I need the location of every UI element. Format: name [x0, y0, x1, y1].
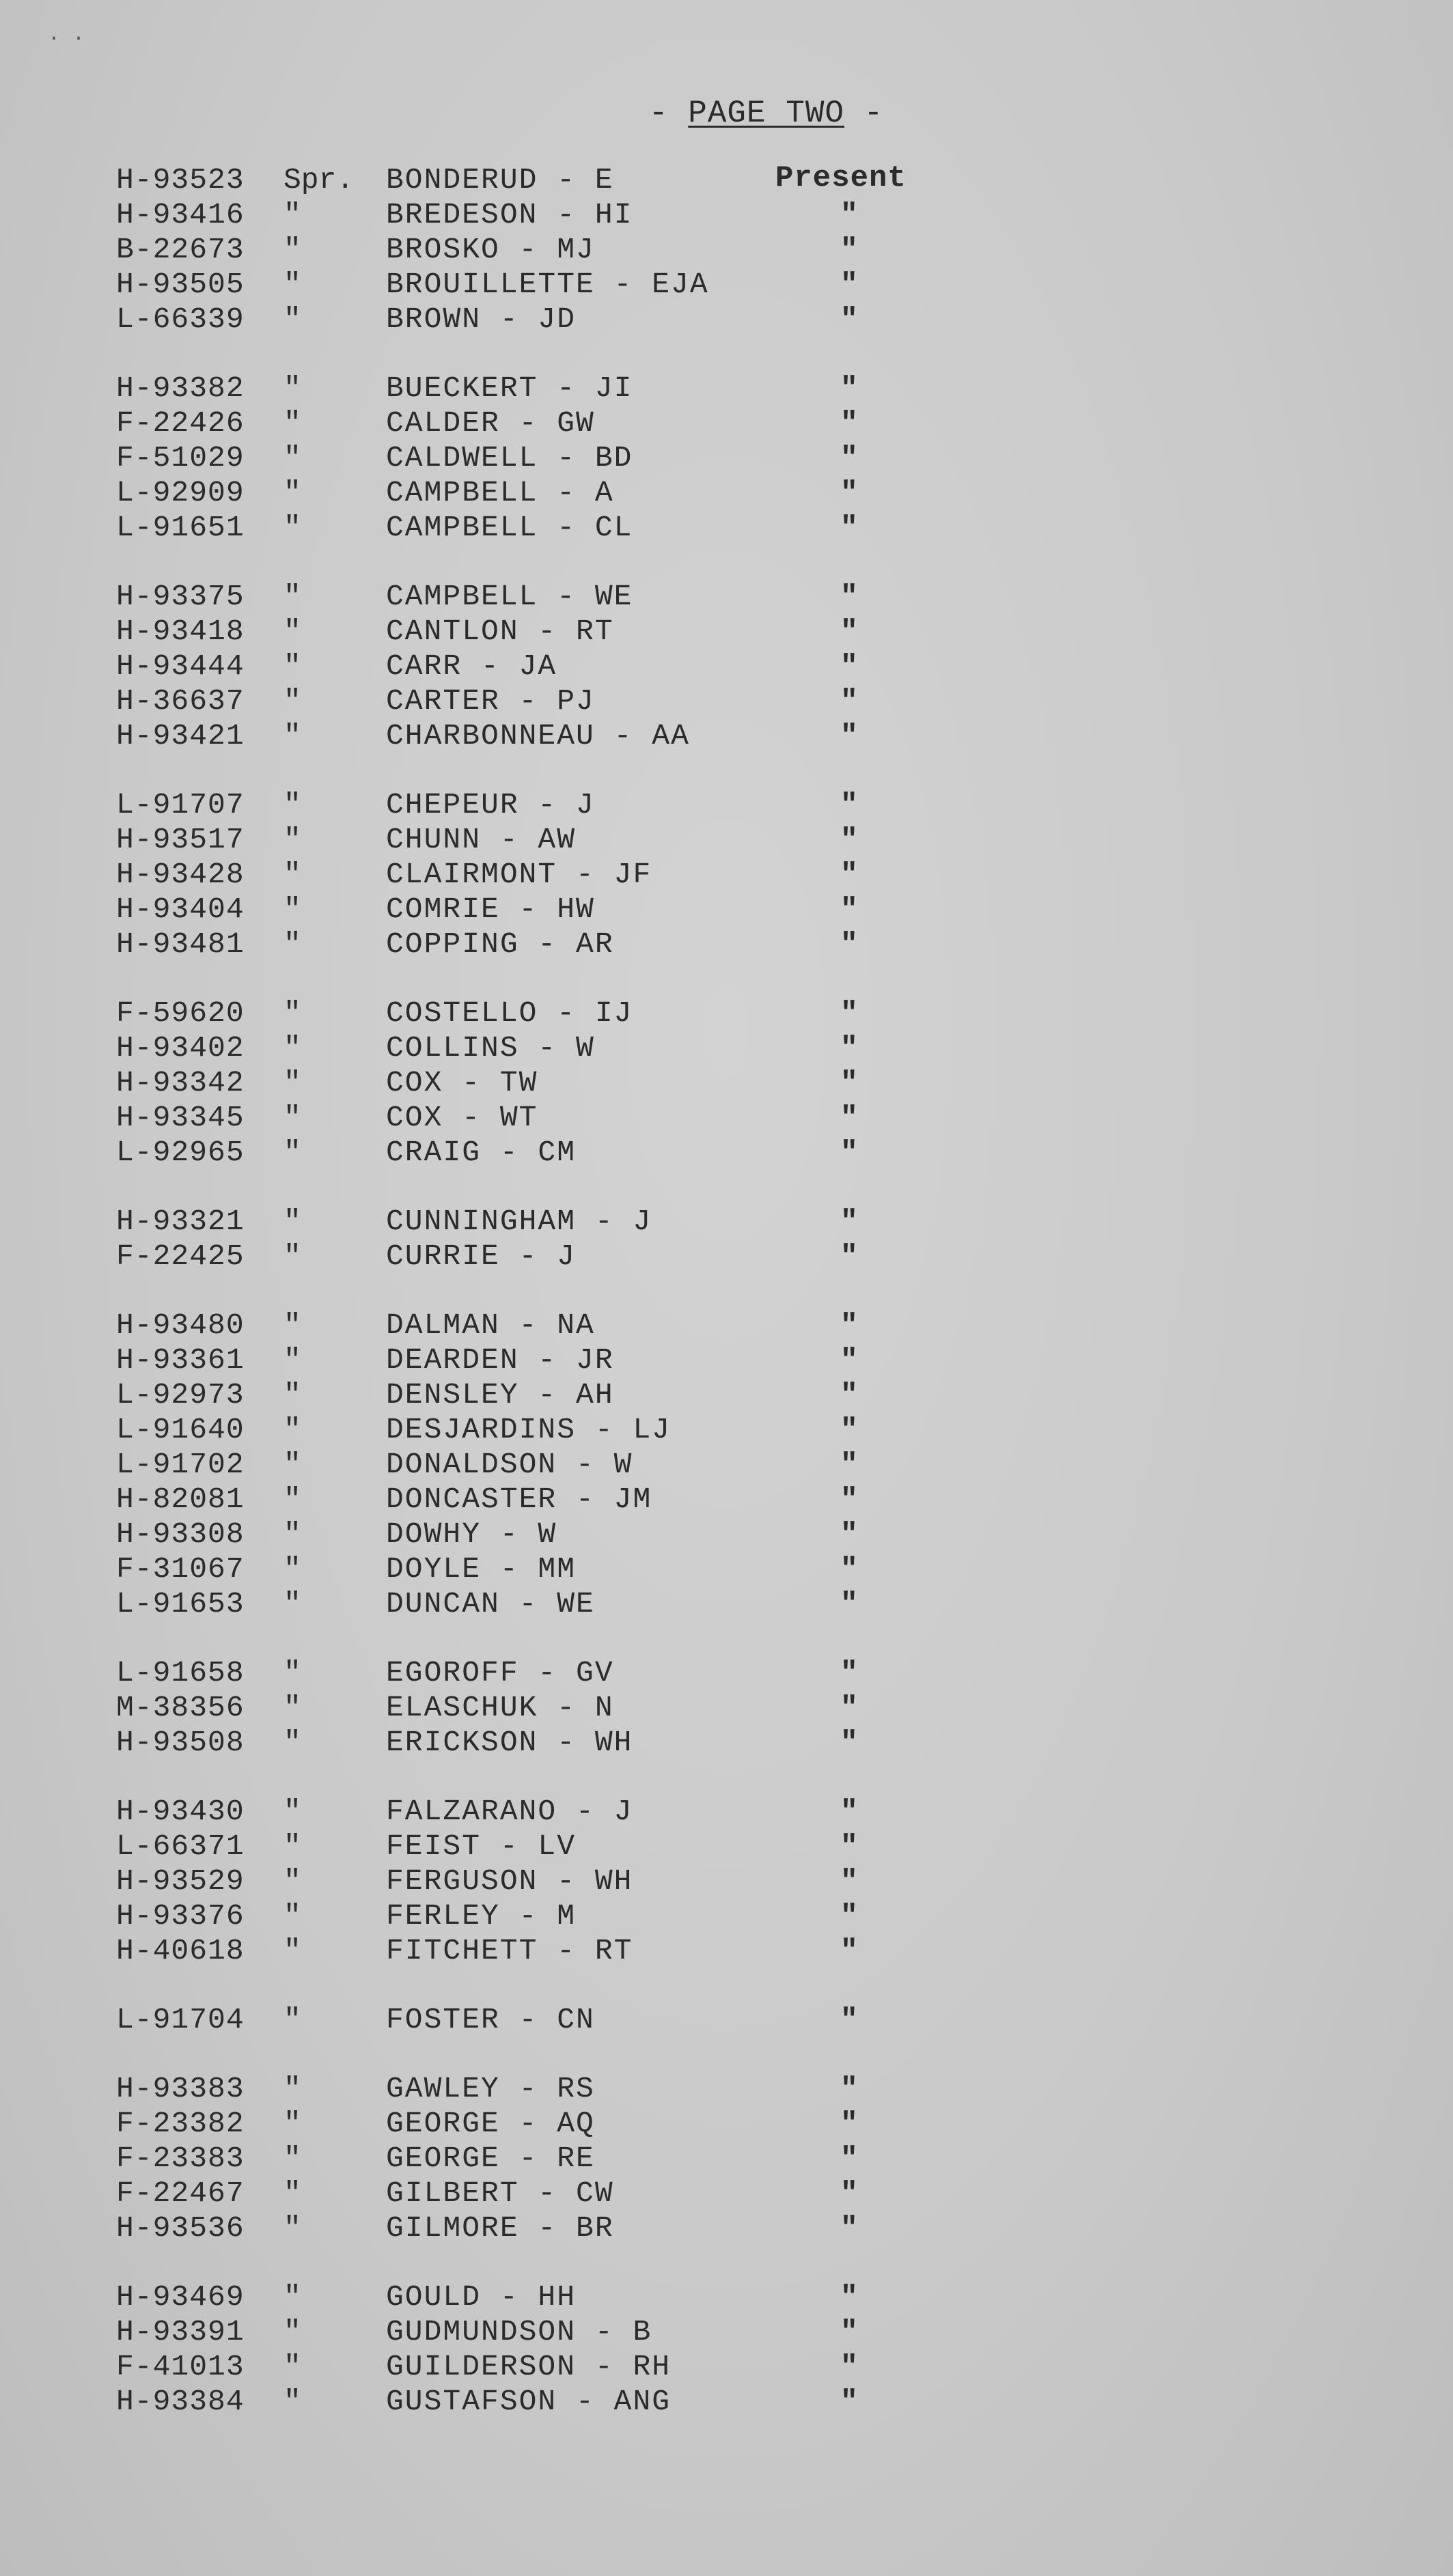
rank: ": [283, 580, 301, 613]
rank: ": [283, 1101, 301, 1134]
soldier-name: BROWN - JD: [386, 303, 577, 336]
roster-row: [116, 1377, 1277, 1412]
soldier-name: BUECKERT - JI: [386, 372, 633, 405]
soldier-name: DONALDSON - W: [386, 1448, 633, 1481]
roster-group: [116, 2071, 1277, 2245]
present-mark: ": [840, 1934, 858, 1968]
service-number: H-93382: [116, 372, 245, 405]
service-number: L-91702: [116, 1448, 245, 1481]
roster-row: [116, 197, 1277, 232]
soldier-name: FOSTER - CN: [386, 2003, 595, 2036]
soldier-name: DOWHY - W: [386, 1517, 557, 1551]
present-mark: ": [840, 233, 858, 266]
present-mark: ": [840, 1031, 858, 1065]
rank: ": [283, 441, 301, 475]
service-number: F-59620: [116, 996, 245, 1030]
service-number: H-93383: [116, 2072, 245, 2105]
soldier-name: FITCHETT - RT: [386, 1934, 633, 1968]
roster-row: [116, 1412, 1277, 1447]
rank: ": [283, 2211, 301, 2245]
roster-row: [116, 163, 1277, 197]
service-number: H-93391: [116, 2315, 245, 2349]
soldier-name: GOULD - HH: [386, 2280, 577, 2314]
soldier-name: CAMPBELL - WE: [386, 580, 633, 613]
service-number: H-93416: [116, 198, 245, 232]
present-mark: ": [840, 268, 858, 301]
soldier-name: GEORGE - RE: [386, 2142, 595, 2175]
service-number: H-93361: [116, 1343, 245, 1377]
present-mark: ": [840, 2072, 858, 2105]
roster-row: [116, 302, 1277, 337]
service-number: H-93418: [116, 615, 245, 648]
roster-row: [116, 440, 1277, 475]
soldier-name: CURRIE - J: [386, 1240, 577, 1273]
roster-group: [116, 163, 1277, 337]
soldier-name: CRAIG - CM: [386, 1136, 577, 1169]
soldier-name: CHARBONNEAU - AA: [386, 719, 690, 753]
soldier-name: GAWLEY - RS: [386, 2072, 595, 2105]
present-mark: ": [840, 1483, 858, 1516]
present-mark: ": [840, 1830, 858, 1863]
soldier-name: BREDESON - HI: [386, 198, 633, 232]
present-mark: ": [840, 927, 858, 961]
rank: ": [283, 2003, 301, 2036]
present-mark: ": [840, 1066, 858, 1100]
roster-row: [116, 579, 1277, 614]
rank: ": [283, 268, 301, 301]
soldier-name: BONDERUD - E: [386, 163, 614, 197]
roster-row: [116, 1655, 1277, 1690]
soldier-name: FALZARANO - J: [386, 1795, 633, 1828]
service-number: L-92965: [116, 1136, 245, 1169]
roster-row: [116, 1239, 1277, 1274]
roster-row: [116, 684, 1277, 718]
present-mark: ": [840, 2142, 858, 2175]
soldier-name: CALDER - GW: [386, 406, 595, 440]
present-mark: ": [840, 1205, 858, 1238]
rank: ": [283, 1205, 301, 1238]
soldier-name: CARR - JA: [386, 649, 557, 683]
soldier-name: FERLEY - M: [386, 1899, 577, 1933]
rank: ": [283, 1517, 301, 1551]
title-dash-right: -: [844, 96, 884, 131]
present-mark: ": [840, 1656, 858, 1690]
rank: ": [283, 1378, 301, 1412]
roster-row: [116, 2384, 1277, 2419]
roster-row: [116, 892, 1277, 927]
soldier-name: CALDWELL - BD: [386, 441, 633, 475]
soldier-name: CANTLON - RT: [386, 615, 614, 648]
roster-row: [116, 1447, 1277, 1482]
rank: ": [283, 1830, 301, 1863]
roster-group: [116, 1794, 1277, 1968]
service-number: F-31067: [116, 1552, 245, 1586]
rank: Spr.: [283, 163, 355, 197]
rank: ": [283, 1483, 301, 1516]
service-number: L-91651: [116, 511, 245, 544]
service-number: H-40618: [116, 1934, 245, 1968]
soldier-name: GUILDERSON - RH: [386, 2350, 672, 2383]
soldier-name: COLLINS - W: [386, 1031, 595, 1065]
roster-row: [116, 718, 1277, 753]
roster-row: [116, 1794, 1277, 1829]
rank: ": [283, 198, 301, 232]
roster-row: [116, 510, 1277, 545]
service-number: H-93421: [116, 719, 245, 753]
present-mark: ": [840, 684, 858, 718]
present-mark: ": [840, 719, 858, 753]
roster-group: [116, 579, 1277, 753]
service-number: F-22425: [116, 1240, 245, 1273]
roster-row: [116, 2314, 1277, 2349]
present-mark: ": [840, 1517, 858, 1551]
roster-row: [116, 2211, 1277, 2245]
rank: ": [283, 233, 301, 266]
service-number: F-22426: [116, 406, 245, 440]
soldier-name: CHUNN - AW: [386, 823, 577, 856]
service-number: H-93376: [116, 1899, 245, 1933]
service-number: F-23383: [116, 2142, 245, 2175]
soldier-name: ELASCHUK - N: [386, 1691, 614, 1724]
present-mark: ": [840, 1343, 858, 1377]
soldier-name: GEORGE - AQ: [386, 2107, 595, 2140]
present-mark: ": [840, 615, 858, 648]
title-text: PAGE TWO: [688, 96, 845, 131]
rank: ": [283, 1934, 301, 1968]
service-number: H-93384: [116, 2385, 245, 2418]
soldier-name: COX - TW: [386, 1066, 538, 1100]
present-mark: ": [840, 2280, 858, 2314]
service-number: H-93481: [116, 927, 245, 961]
roster-row: [116, 996, 1277, 1031]
roster-row: [116, 1690, 1277, 1725]
roster-row: [116, 2280, 1277, 2314]
service-number: H-93536: [116, 2211, 245, 2245]
present-mark: ": [840, 1864, 858, 1898]
service-number: H-93529: [116, 1864, 245, 1898]
roster-row: [116, 1552, 1277, 1586]
present-mark: ": [840, 2315, 858, 2349]
service-number: H-93508: [116, 1726, 245, 1759]
soldier-name: CUNNINGHAM - J: [386, 1205, 652, 1238]
rank: ": [283, 684, 301, 718]
soldier-name: COPPING - AR: [386, 927, 614, 961]
service-number: H-93308: [116, 1517, 245, 1551]
soldier-name: BROSKO - MJ: [386, 233, 595, 266]
rank: ": [283, 615, 301, 648]
present-mark: ": [840, 303, 858, 336]
rank: ": [283, 1343, 301, 1377]
rank: ": [283, 1136, 301, 1169]
present-mark: ": [840, 996, 858, 1030]
roster-row: [116, 232, 1277, 267]
soldier-name: CLAIRMONT - JF: [386, 858, 652, 891]
roster-row: [116, 1829, 1277, 1864]
present-mark: ": [840, 1101, 858, 1134]
service-number: F-23382: [116, 2107, 245, 2140]
roster-row: [116, 1135, 1277, 1170]
present-mark: ": [840, 2350, 858, 2383]
service-number: H-93345: [116, 1101, 245, 1134]
roster-row: [116, 1308, 1277, 1343]
present-mark: ": [840, 1552, 858, 1586]
roster-row: [116, 614, 1277, 649]
service-number: F-41013: [116, 2350, 245, 2383]
rank: ": [283, 2350, 301, 2383]
service-number: L-92909: [116, 476, 245, 509]
rank: ": [283, 372, 301, 405]
roster-row: [116, 1725, 1277, 1760]
soldier-name: GILMORE - BR: [386, 2211, 614, 2245]
roster-row: [116, 475, 1277, 510]
service-number: H-93517: [116, 823, 245, 856]
soldier-name: FERGUSON - WH: [386, 1864, 633, 1898]
roster-row: [116, 2071, 1277, 2106]
service-number: L-66339: [116, 303, 245, 336]
service-number: L-92973: [116, 1378, 245, 1412]
service-number: L-91707: [116, 788, 245, 822]
roster-group: [116, 1204, 1277, 1274]
rank: ": [283, 1066, 301, 1100]
roster-row: [116, 1343, 1277, 1377]
roster-row: [116, 2176, 1277, 2211]
soldier-name: DESJARDINS - LJ: [386, 1413, 672, 1446]
rank: ": [283, 406, 301, 440]
roster-row: [116, 857, 1277, 892]
rank: ": [283, 649, 301, 683]
present-mark: ": [840, 441, 858, 475]
roster-row: [116, 1100, 1277, 1135]
service-number: L-91658: [116, 1656, 245, 1690]
roster-group: [116, 1655, 1277, 1760]
soldier-name: GUDMUNDSON - B: [386, 2315, 652, 2349]
roster-row: [116, 649, 1277, 684]
present-mark: ": [840, 2107, 858, 2140]
soldier-name: COMRIE - HW: [386, 893, 595, 926]
roster-group: [116, 996, 1277, 1170]
service-number: L-66371: [116, 1830, 245, 1863]
roster-row: [116, 2349, 1277, 2384]
service-number: M-38356: [116, 1691, 245, 1724]
present-mark: ": [840, 1136, 858, 1169]
roster-row: [116, 267, 1277, 302]
present-mark: ": [840, 2211, 858, 2245]
service-number: H-93469: [116, 2280, 245, 2314]
roster-row: [116, 1482, 1277, 1517]
present-mark: ": [840, 372, 858, 405]
soldier-name: DEARDEN - JR: [386, 1343, 614, 1377]
roster-row: [116, 406, 1277, 440]
soldier-name: ERICKSON - WH: [386, 1726, 633, 1759]
roster-row: [116, 1586, 1277, 1621]
rank: ": [283, 2176, 301, 2210]
service-number: H-93430: [116, 1795, 245, 1828]
soldier-name: DOYLE - MM: [386, 1552, 577, 1586]
rank: ": [283, 893, 301, 926]
present-mark: ": [840, 198, 858, 232]
rank: ": [283, 996, 301, 1030]
present-mark: ": [840, 2385, 858, 2418]
soldier-name: COX - WT: [386, 1101, 538, 1134]
service-number: B-22673: [116, 233, 245, 266]
rank: ": [283, 1864, 301, 1898]
present-mark: ": [840, 1448, 858, 1481]
roster-row: [116, 822, 1277, 857]
roster-row: [116, 1864, 1277, 1899]
rank: ": [283, 1308, 301, 1342]
roster-list: [116, 163, 1277, 2453]
service-number: H-93428: [116, 858, 245, 891]
service-number: F-22467: [116, 2176, 245, 2210]
rank: ": [283, 1552, 301, 1586]
rank: ": [283, 1031, 301, 1065]
soldier-name: DUNCAN - WE: [386, 1587, 595, 1621]
soldier-name: CARTER - PJ: [386, 684, 595, 718]
rank: ": [283, 1726, 301, 1759]
present-mark: ": [840, 476, 858, 509]
present-mark: ": [840, 1795, 858, 1828]
roster-row: [116, 2106, 1277, 2141]
soldier-name: CAMPBELL - CL: [386, 511, 633, 544]
rank: ": [283, 788, 301, 822]
rank: ": [283, 2385, 301, 2418]
soldier-name: DENSLEY - AH: [386, 1378, 614, 1412]
roster-row: [116, 927, 1277, 962]
service-number: H-93444: [116, 649, 245, 683]
rank: ": [283, 2280, 301, 2314]
present-mark: ": [840, 1899, 858, 1933]
roster-row: [116, 1204, 1277, 1239]
present-column-header: Present: [775, 161, 907, 195]
rank: ": [283, 1240, 301, 1273]
service-number: H-93321: [116, 1205, 245, 1238]
rank: ": [283, 2107, 301, 2140]
service-number: H-36637: [116, 684, 245, 718]
rank: ": [283, 303, 301, 336]
soldier-name: BROUILLETTE - EJA: [386, 268, 709, 301]
rank: ": [283, 476, 301, 509]
service-number: L-91704: [116, 2003, 245, 2036]
page-title: [649, 96, 883, 131]
present-mark: ": [840, 1240, 858, 1273]
roster-group: [116, 2280, 1277, 2419]
present-mark: ": [840, 2003, 858, 2036]
rank: ": [283, 927, 301, 961]
soldier-name: CHEPEUR - J: [386, 788, 595, 822]
soldier-name: CAMPBELL - A: [386, 476, 614, 509]
rank: ": [283, 1691, 301, 1724]
present-mark: ": [840, 2176, 858, 2210]
rank: ": [283, 1899, 301, 1933]
service-number: H-93505: [116, 268, 245, 301]
title-dash-left: -: [649, 96, 689, 131]
present-mark: ": [840, 1413, 858, 1446]
rank: ": [283, 2315, 301, 2349]
present-mark: ": [840, 511, 858, 544]
rank: ": [283, 1795, 301, 1828]
present-mark: ": [840, 893, 858, 926]
rank: ": [283, 1587, 301, 1621]
soldier-name: GILBERT - CW: [386, 2176, 614, 2210]
soldier-name: GUSTAFSON - ANG: [386, 2385, 672, 2418]
present-mark: ": [840, 823, 858, 856]
rank: ": [283, 858, 301, 891]
service-number: H-93404: [116, 893, 245, 926]
roster-row: [116, 1065, 1277, 1100]
rank: ": [283, 2142, 301, 2175]
roster-group: [116, 1308, 1277, 1621]
roster-row: [116, 2002, 1277, 2037]
soldier-name: DALMAN - NA: [386, 1308, 595, 1342]
roster-row: [116, 2141, 1277, 2176]
soldier-name: EGOROFF - GV: [386, 1656, 614, 1690]
service-number: H-93480: [116, 1308, 245, 1342]
roster-row: [116, 1899, 1277, 1933]
present-mark: ": [840, 1726, 858, 1759]
present-mark: ": [840, 580, 858, 613]
service-number: H-93342: [116, 1066, 245, 1100]
roster-group: [116, 787, 1277, 962]
present-mark: ": [840, 1691, 858, 1724]
roster-row: [116, 1933, 1277, 1968]
service-number: H-93402: [116, 1031, 245, 1065]
roster-group: [116, 371, 1277, 545]
service-number: H-82081: [116, 1483, 245, 1516]
present-mark: ": [840, 1378, 858, 1412]
roster-row: [116, 371, 1277, 406]
service-number: H-93523: [116, 163, 245, 197]
service-number: L-91653: [116, 1587, 245, 1621]
rank: ": [283, 511, 301, 544]
rank: ": [283, 823, 301, 856]
roster-row: [116, 1031, 1277, 1065]
present-mark: ": [840, 788, 858, 822]
soldier-name: COSTELLO - IJ: [386, 996, 633, 1030]
service-number: F-51029: [116, 441, 245, 475]
rank: ": [283, 1656, 301, 1690]
present-mark: ": [840, 858, 858, 891]
roster-row: [116, 1517, 1277, 1552]
soldier-name: FEIST - LV: [386, 1830, 577, 1863]
roster-row: [116, 787, 1277, 822]
present-mark: ": [840, 1308, 858, 1342]
rank: ": [283, 2072, 301, 2105]
soldier-name: DONCASTER - JM: [386, 1483, 652, 1516]
service-number: H-93375: [116, 580, 245, 613]
paper-speck: · ·: [48, 27, 85, 51]
rank: ": [283, 1413, 301, 1446]
rank: ": [283, 1448, 301, 1481]
rank: ": [283, 719, 301, 753]
present-mark: ": [840, 406, 858, 440]
service-number: L-91640: [116, 1413, 245, 1446]
roster-group: [116, 2002, 1277, 2037]
present-mark: ": [840, 649, 858, 683]
present-mark: ": [840, 1587, 858, 1621]
